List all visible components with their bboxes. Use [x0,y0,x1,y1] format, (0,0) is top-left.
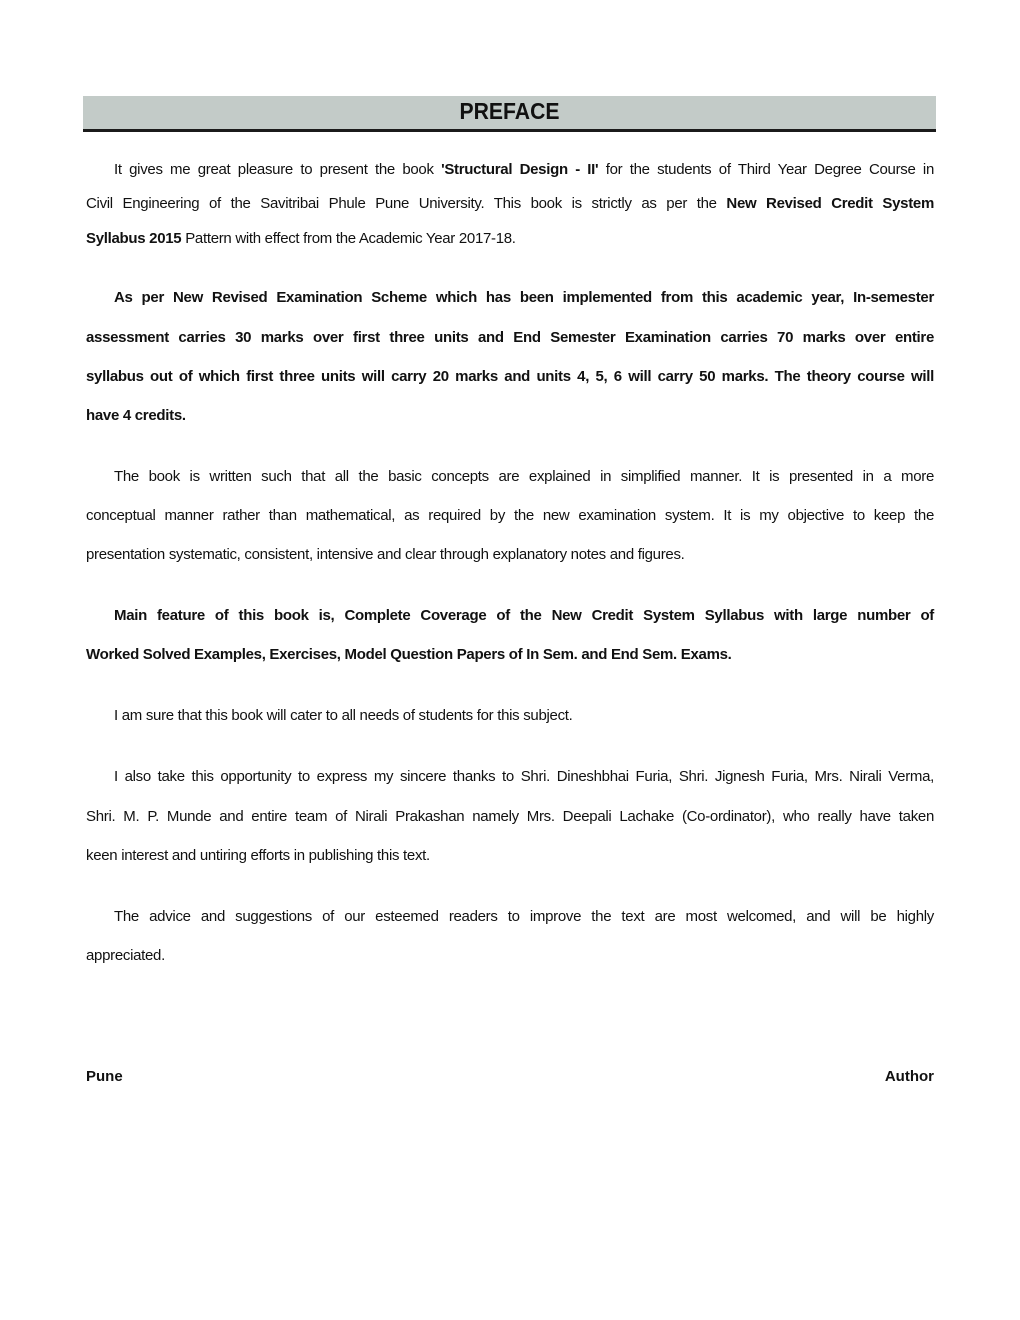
text-line: The advice and suggestions of our esteemed readers to improve the text are most welcomed, and will be highly [114,908,934,925]
text-line: conceptual manner rather than mathematical, as required by the new examination system. It is my objective to keep the [86,507,934,524]
text-line: keen interest and untiring efforts in publishing this text. [86,847,430,864]
text-line: have 4 credits. [86,407,186,424]
text-line: As per New Revised Examination Scheme which has been implemented from this academic year, In-semester [114,289,934,306]
text-line: Syllabus 2015 Pattern with effect from the Academic Year 2017-18. [86,230,516,247]
signature-author: Author [884,1068,934,1085]
title-banner [83,96,936,132]
text-line: The book is written such that all the basic concepts are explained in simplified manner. It is presented in a more [114,468,934,485]
text-line: syllabus out of which first three units will carry 20 marks and units 4, 5, 6 will carry 50 marks. The theory course will [86,368,934,385]
text-line: Main feature of this book is, Complete Coverage of the New Credit System Syllabus with large number of [114,607,934,624]
signature-place: Pune [86,1068,123,1085]
text-line: I also take this opportunity to express my sincere thanks to Shri. Dineshbhai Furia, Shri. Jignesh Furia, Mrs. Nirali Verma, [114,768,934,785]
text-line: It gives me great pleasure to present the book 'Structural Design - II' for the students of Third Year Degree Course in [114,161,934,178]
page-title: PREFACE [459,98,560,124]
text-line: Civil Engineering of the Savitribai Phule Pune University. This book is strictly as per the New Revised Credit System [86,195,934,212]
text-line: presentation systematic, consistent, intensive and clear through explanatory notes and figures. [86,546,685,563]
text-line: Shri. M. P. Munde and entire team of Nirali Prakashan namely Mrs. Deepali Lachake (Co-ordinator), who really have taken [86,808,934,825]
text-line: assessment carries 30 marks over first three units and End Semester Examination carries 70 marks over entire [86,329,934,346]
text-line: I am sure that this book will cater to all needs of students for this subject. [114,707,573,724]
text-line: appreciated. [86,947,165,964]
text-line: Worked Solved Examples, Exercises, Model Question Papers of In Sem. and End Sem. Exams. [86,646,732,663]
book-title: 'Structural Design - II' [441,161,599,178]
